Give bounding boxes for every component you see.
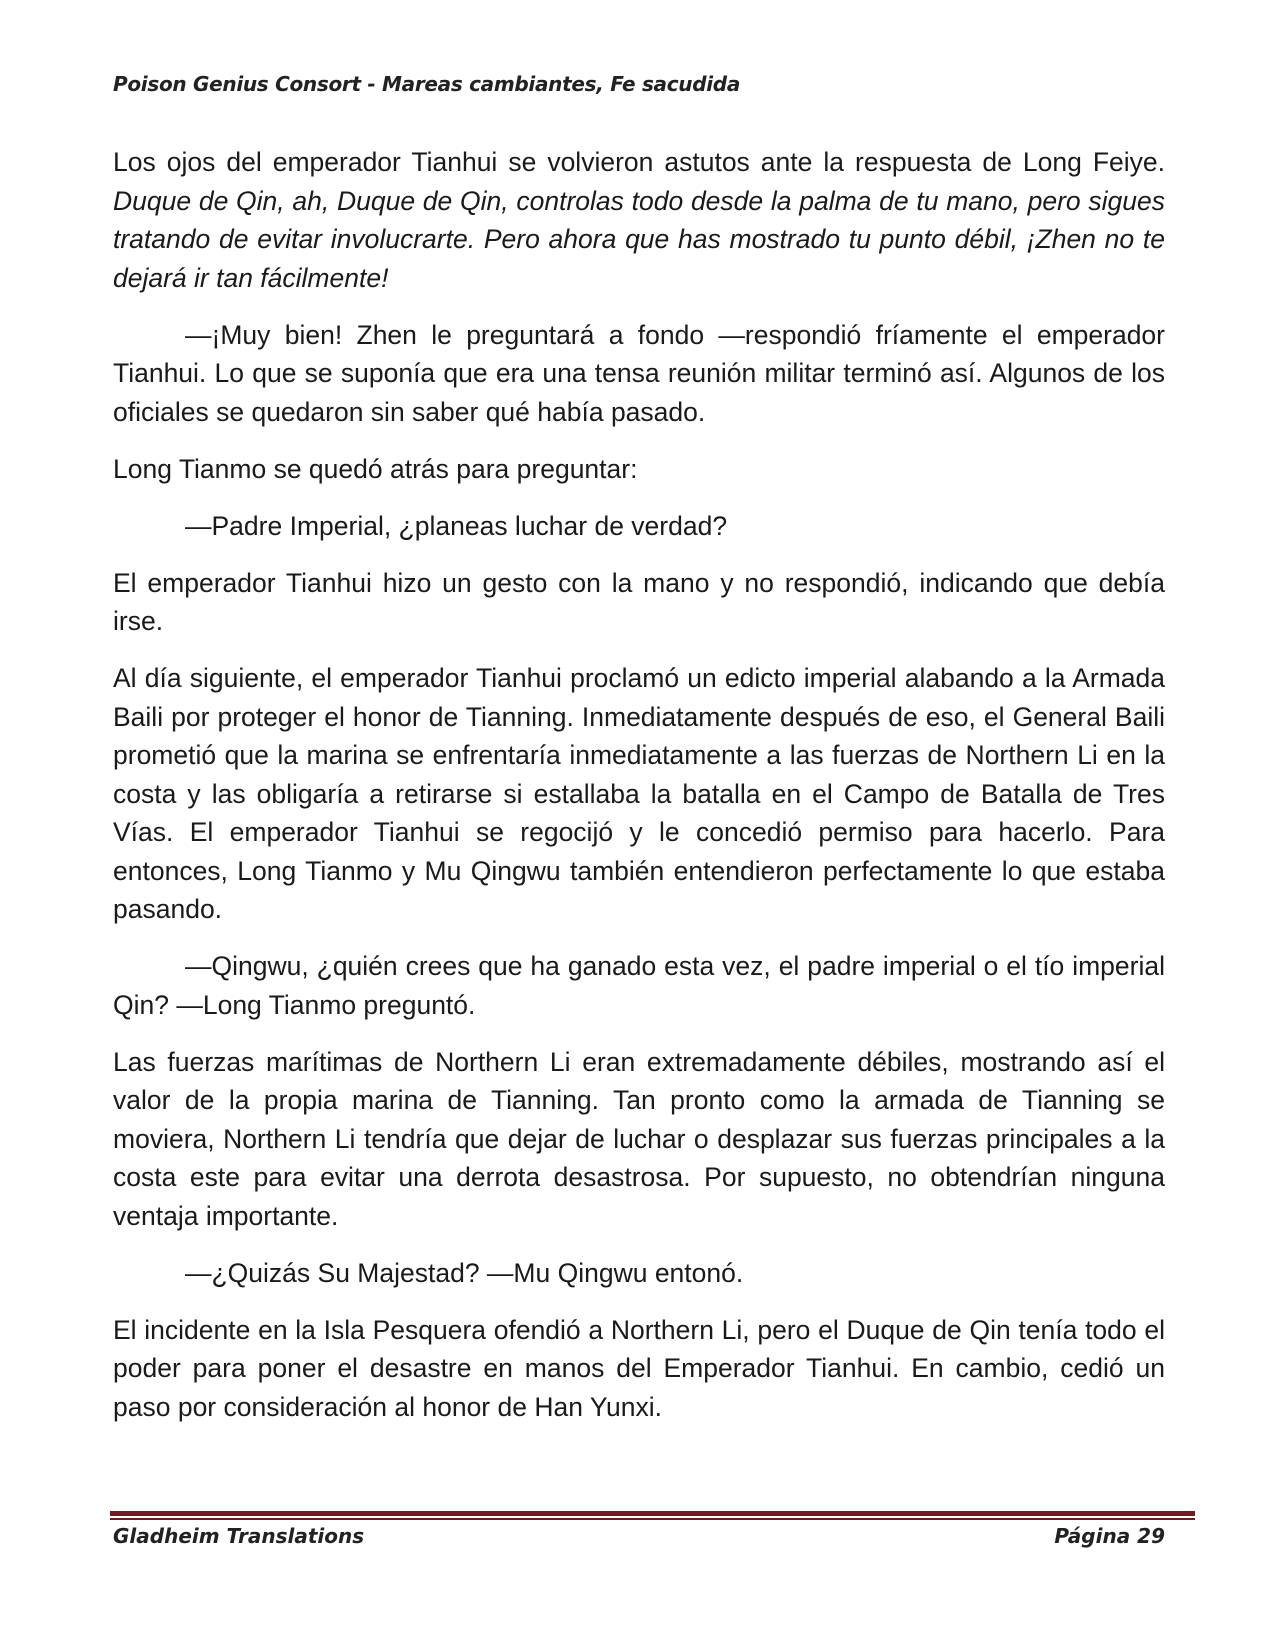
paragraph-5: El emperador Tianhui hizo un gesto con la mano y no respondió, indicando que debía irse. bbox=[113, 567, 1165, 636]
paragraph-10: El incidente en la Isla Pesquera ofendió a Northern Li, pero el Duque de Qin tenía todo el poder para poner el desastre en manos del Emperador Tianhui. En cambio, cedió un paso por consideración al honor de Han Yunxi. bbox=[113, 1314, 1165, 1422]
running-header: Poison Genius Consort - Mareas cambiantes, Fe sacudida bbox=[113, 72, 741, 96]
page-number: Página 29 bbox=[1054, 1524, 1165, 1548]
paragraph-8: Las fuerzas marítimas de Northern Li eran extremadamente débiles, mostrando así el valor de la propia marina de Tianning. Tan pronto como la armada de Tianning se moviera, Northern Li tendría que dejar de luchar o desplazar sus fuerzas principales a la costa este para evitar una derrota desastrosa. Por supuesto, no obtendrían ninguna ventaja importante. bbox=[113, 1046, 1165, 1231]
paragraph-6: Al día siguiente, el emperador Tianhui proclamó un edicto imperial alabando a la Armada Baili por proteger el honor de Tianning. Inmediatamente después de eso, el General Baili prometió que la marina se enfrentaría inmediatamente a las fuerzas de Northern Li en la costa y las obligaría a retirarse si estallaba la batalla en el Campo de Batalla de Tres Vías. El emperador Tianhui se regocijó y le concedió permiso para hacerlo. Para entonces, Long Tianmo y Mu Qingwu también entendieron perfectamente lo que estaba pasando. bbox=[113, 663, 1165, 924]
paragraph-1 bbox=[113, 143, 1165, 297]
footer-publisher: Gladheim Translations bbox=[113, 1524, 365, 1548]
footer-rule-thin bbox=[110, 1518, 1195, 1520]
paragraph-1-plain: Los ojos del emperador Tianhui se volvieron astutos ante la respuesta de Long Feiye. bbox=[113, 147, 1165, 177]
paragraph-3: Long Tianmo se quedó atrás para preguntar: bbox=[113, 453, 638, 484]
paragraph-7: —Qingwu, ¿quién crees que ha ganado esta vez, el padre imperial o el tío imperial Qin? —Long Tianmo preguntó. bbox=[113, 951, 1165, 1020]
paragraph-1-italic: Duque de Qin, ah, Duque de Qin, controlas todo desde la palma de tu mano, pero sigues tratando de evitar involucrarte. Pero ahora que has mostrado tu punto débil, ¡Zhen no te dejará ir tan fácilmente! bbox=[113, 185, 1165, 293]
paragraph-9: —¿Quizás Su Majestad? —Mu Qingwu entonó. bbox=[185, 1257, 744, 1288]
body-text bbox=[113, 143, 1165, 1445]
paragraph-2: —¡Muy bien! Zhen le preguntará a fondo —respondió fríamente el emperador Tianhui. Lo que se suponía que era una tensa reunión militar terminó así. Algunos de los oficiales se quedaron sin saber qué había pasado. bbox=[113, 319, 1165, 427]
paragraph-4: —Padre Imperial, ¿planeas luchar de verdad? bbox=[185, 510, 728, 541]
footer-rule-thick bbox=[110, 1511, 1195, 1516]
